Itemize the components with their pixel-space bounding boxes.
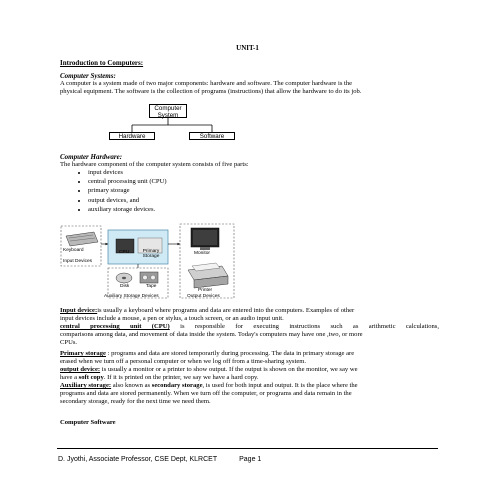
keyboard-icon [66,232,98,246]
secondary-storage-term: secondary storage [151,382,203,389]
monitor-label: Monitor [194,251,210,256]
primary-storage-label: Primary Storage [142,249,160,259]
systems-heading: Computer Systems: [60,72,116,80]
keyboard-label: Keyboard [63,248,84,253]
disk-label: Disk [120,284,130,289]
printer-label: Printer [198,288,213,293]
aux-storage-line1: Auxiliary storage: also known as secondary storage, is used for both input and output. It is the place where the [60,382,358,389]
hardware-heading: Computer Hardware: [60,153,123,161]
footer-author: D. Jyothi, Associate Professor, CSE Dept, KLRCET [58,456,218,463]
list-item: • input devices [88,168,167,177]
output-device-line1: output device: is usually a monitor or a printer to show output. If the output is shown on the monitor, we say we [60,366,358,373]
input-devices-label: Input Devices [63,259,93,264]
cpu-line1: central processing unit (CPU) is responsible for executing instructions such as arithmetic calculations, [60,323,440,330]
cpu-line3: CPUs. [60,339,78,346]
unit-title: UNIT-1 [236,44,259,52]
disk-icon [116,273,132,283]
output-devices-label: Output Devices [187,294,220,299]
footer-page: Page 1 [239,456,262,463]
hardware-intro: The hardware component of the computer system consists of five parts: [60,161,249,168]
software-box: Software [189,132,235,140]
list-item: • output devices, and [88,196,167,205]
aux-storage-line3: secondary storage, ready for the next time we need them. [60,398,211,405]
software-heading: Computer Software [60,419,116,426]
input-device-line2: input devices include a mouse, a pen or stylus, a touch screen, or an audio input unit. [60,315,284,322]
input-device-line1: Input device:is usually a keyboard where programs and data are entered into the computers. Examples of other [60,307,355,314]
aux-storage-term: Auxiliary storage: [60,382,112,389]
cpu-line2: comparisons among data, and movement of data inside the system. Today's computers may have one ,two, or more [60,331,363,338]
printer-icon [188,263,228,288]
monitor-icon [191,228,219,250]
hardware-parts-list [62,168,167,214]
aux-storage-label: Auxiliary Storage Devices [104,294,159,299]
computer-system-box: Computer System [149,104,187,118]
hardware-box: Hardware [109,132,155,140]
primary-storage-term: Primary storage [60,350,106,357]
footer-divider [57,448,438,449]
footer [58,456,261,463]
systems-para-line2: physical equipment. The software is the collection of programs (instructions) that allow the hardware to do its job. [60,88,362,95]
primary-storage-line2: erased when we turn off a personal computer or when we log off from a time-sharing system. [60,358,307,365]
list-item: • primary storage [88,186,167,195]
tape-icon [140,272,158,283]
cpu-label: CPU [119,250,130,255]
primary-storage-line1: Primary storage : programs and data are stored temporarily during processing. The data in primary storage are [60,350,355,357]
output-device-term: output device: [60,366,101,373]
systems-para-line1: A computer is a system made of two major components: hardware and software. The computer hardware is the [60,80,353,87]
list-item: • central processing unit (CPU) [88,177,167,186]
intro-heading: Introduction to Computers: [60,59,144,67]
tape-label: Tape [146,284,157,289]
list-item: • auxiliary storage devices. [88,205,167,214]
output-device-line2: have a soft copy. If it is printed on the printer, we say we have a hard copy. [60,374,259,381]
aux-storage-line2: programs and data are stored permanently. When we turn off the computer, or programs and data remain in the [60,390,352,397]
soft-copy-term: soft copy [78,374,104,381]
cpu-term: central processing unit (CPU) [60,323,170,330]
input-device-term: Input device: [60,307,98,314]
